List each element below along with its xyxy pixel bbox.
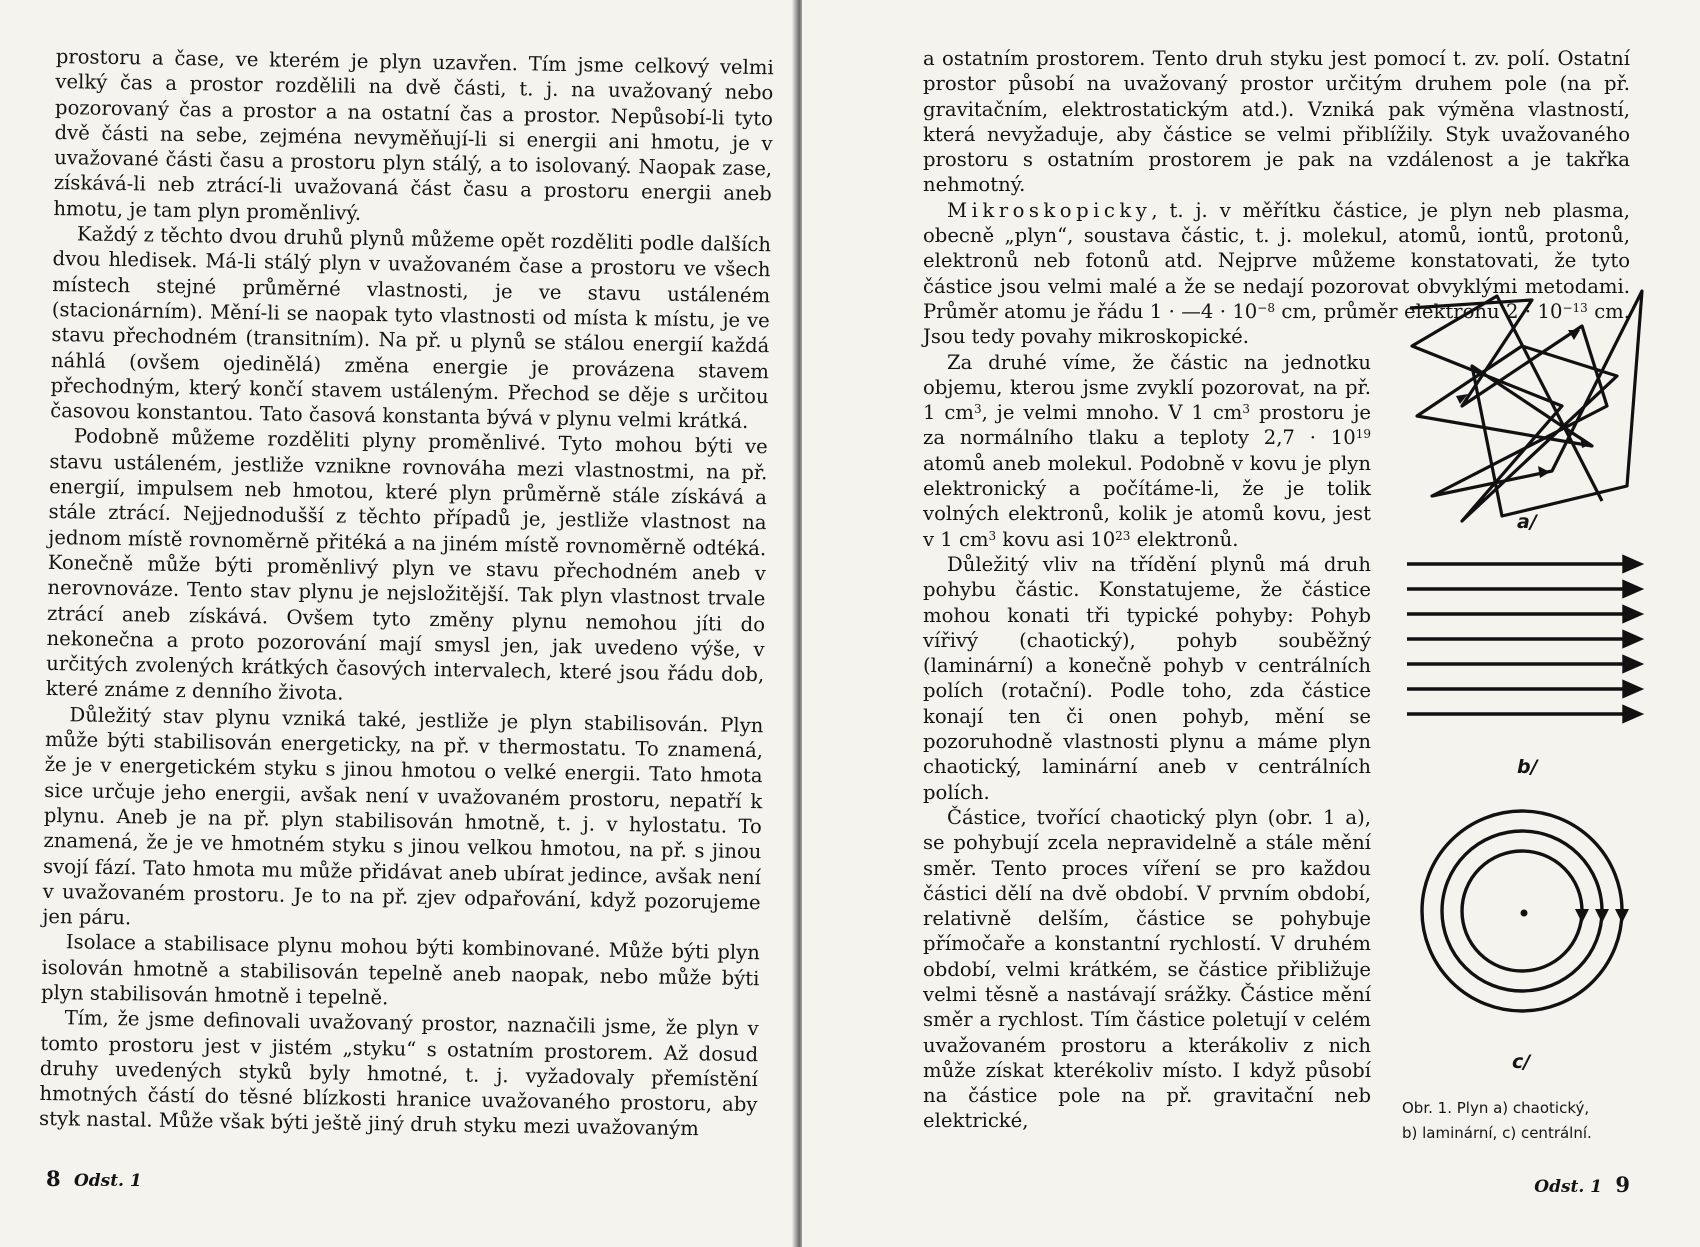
- text-run: kovu asi 10: [996, 527, 1116, 551]
- paragraph: Podobně můžeme rozděliti plyny proměnlivé. Tyto mohou býti ve stavu ustáleném, jestliže vznikne rovnováha mezi vlastnostmi, na př. energií, impulsem neb hmotou, které plyn průměrně stále získává a stále ztrácí. Nejjednodušší z těchto případů je, jestliže vlastnost na jednom místě rovnoměrně přitéká a na jiném místě rovnoměrně odtéká. Konečně může býti proměnlivý plyn ve stavu přechodném aneb v nerovnováze. Tento stav plynu je nejsložitější. Tak plyn vlastnost trvale ztrácí aneb získává. Ovšem tyto změny plynu nemohou jíti do nekonečna a proto pozorování mají smysl jen, jak uvedeno výše, v určitých zvolených krátkých časových intervalech, které jsou řádu dob, které známe z denního života.: [45, 424, 768, 706]
- figure-caption: [1402, 1096, 1652, 1146]
- text-run: Za druhé víme, že částic na jednotku objemu, kterou jsme zvyklí pozorovat, na př. 1 cm: [923, 350, 1371, 425]
- chaotic-gas-diagram: [1402, 286, 1652, 526]
- superscript: −8: [1257, 300, 1275, 315]
- paragraph: [923, 350, 1371, 552]
- caption-line: b) laminární, c) centrální.: [1402, 1124, 1592, 1142]
- text-run: cm. Jsou tedy povahy mikroskopické.: [923, 299, 1630, 349]
- superscript: 3: [1242, 402, 1251, 417]
- left-page: [0, 0, 798, 1247]
- paragraph: Isolace a stabilisace plynu mohou býti kombinované. Může býti plyn isolován hmotně a stabilisován tepelně aneb naopak, nebo může býti plyn stabilisován hmotně i tepelně.: [40, 930, 760, 1010]
- text-run: , t. j. v měřítku částice, je plyn neb plasma, obecně „plyn“, soustava částic, t. j. molekul, atomů, iontů, protonů, elektronů neb fotonů atd. Nejprve můžeme konstatovati, že tyto částice jsou velmi malé a že se nedají pozorovat obvyklými metodami. Průměr atomu je řádu 1 · —4 · 10: [923, 198, 1630, 323]
- text-run: , je velmi mnoho. V 1 cm: [981, 401, 1243, 425]
- running-head: Odst. 1: [73, 1171, 142, 1191]
- superscript: 3: [988, 528, 997, 543]
- figure-label-a: a/: [1517, 511, 1537, 533]
- left-text-column: [39, 44, 774, 1143]
- page-number: 9: [1615, 1172, 1630, 1197]
- figure-1: [1402, 286, 1652, 1166]
- paragraph: a ostatním prostorem. Tento druh styku jest pomocí t. zv. polí. Ostatní prostor působí na uvažovaný prostor určitým druhem pole (na př. gravitačním, elektrostatickým atd.). Vzniká pak výměna vlastností, která nevyžaduje, aby částice se velmi přiblížily. Styk uvažovaného prostoru s ostatním prostorem je pak na vzdálenost a je takřka nehmotný.: [923, 47, 1630, 197]
- left-page-footer: [46, 1166, 148, 1191]
- text-run: atomů aneb molekul. Podobně v kovu je plyn elektronický a počítáme-li, že je tolik volných elektronů, kolik je atomů kovu, jest v 1 cm: [923, 451, 1371, 551]
- paragraph: Částice, tvořící chaotický plyn (obr. 1 a), se pohybují zcela nepravidelně a stále mění směr. Tento proces víření se pro každou částici dělí na dvě období. V prvním období, relativně delším, částice se pohybuje přímočaře a konstantní rychlostí. V druhém období, velmi krátkém, se částice přibližuje velmi těsně a nastávají srážky. Částice mění směr a rychlost. Tím částice poletují v celém uvažovaném prostoru a kterákoliv z nich může získat kterékoliv místo. I když působí na částice pole na př. gravitační neb elektrické,: [923, 805, 1371, 1133]
- paragraph: Důležitý vliv na třídění plynů má druh pohybu částic. Konstatujeme, že částice mohou konati tři typické pohyby: Pohyb vířivý (chaotický), pohyb souběžný (laminární) a konečně pohyb v centrálních polích (rotační). Podle toho, zda částice konají ten či onen pohyb, mění se pozoruhodně vlastnosti plynu a máme plyn chaotický, laminární aneb v centrálních polích.: [923, 552, 1371, 804]
- caption-line: Obr. 1. Plyn a) chaotický,: [1402, 1099, 1590, 1117]
- right-page-footer: [1528, 1172, 1630, 1197]
- paragraph: prostoru a čase, ve kterém je plyn uzavřen. Tím jsme celkový velmi velký čas a prostor rozdělili na dvě části, t. j. na uvažovaný nebo pozorovaný čas a prostor a na ostatní čas a prostor. Nepůsobí-li tyto dvě části na sebe, zejména nevyměňují-li si energii ani hmotu, je v uvažované části času a prostoru plyn stálý, a to isolovaný. Naopak zase, získává-li neb ztrácí-li uvažovaná část času a prostoru energii aneb hmotu, je tam plyn proměnlivý.: [53, 44, 774, 225]
- central-field-gas-diagram: [1402, 801, 1652, 1031]
- figure-label-b: b/: [1517, 756, 1538, 778]
- paragraph: Každý z těchto dvou druhů plynů můžeme opět rozděliti podle dalších dvou hledisek. Má-li stálý plyn v uvažovaném čase a prostoru ve všech místech stejné průměrné vlastnosti, je ve stavu ustáleném (stacionárním). Mění-li se naopak tyto vlastnosti od místa k místu, je ve stavu přechodném (transitním). Na př. u plynů se stálou energií každá náhlá (ovšem ojedinělá) změna energie je provázena stavem přechodným, který končí stavem ustáleným. Přechod se děje s určitou časovou konstantou. Tato časová konstanta bývá v plynu velmi krátká.: [50, 222, 772, 434]
- running-head: Odst. 1: [1534, 1177, 1603, 1197]
- text-run: prostoru je za normálního tlaku a teploty 2,7 · 10: [923, 401, 1371, 450]
- paragraph: Tím, že jsme definovali uvažovaný prostor, naznačili jsme, že plyn v tomto prostoru jest v jistém „styku“ s ostatním prostorem. Až dosud druhy uvedených styků byly hmotné, t. j. vyžadovaly přemístění hmotných částí do těsné blízkosti hranice uvažovaného prostoru, aby styk nastal. Může však býti ještě jiný druh styku mezi uvažovaným: [38, 1006, 759, 1141]
- laminar-gas-diagram: [1402, 554, 1652, 754]
- paragraph: Důležitý stav plynu vzniká také, jestliže je plyn stabilisován. Plyn může býti stabilisován energeticky, na př. v thermostatu. To znamená, že je v energetickém styku s jinou hmotou o velké energii. Tato hmota sice určuje jeho energii, avšak není v uvažovaném prostoru, nepatří k plynu. Aneb je na př. plyn stabilisován hmotně, t. j. v hylostatu. To znamená, že je ve hmotném styku s jinou velkou hmotou, na př. s jinou svojí fází. Tato hmota mu může přidávat aneb ubírat jedince, avšak není v uvažovaném prostoru. Je to na př. zjev odpařování, když pozorujeme jen páru.: [42, 703, 764, 930]
- text-run: elektronů.: [1130, 527, 1239, 551]
- figure-label-c: c/: [1512, 1051, 1531, 1073]
- spaced-term: Mikroskopicky: [947, 198, 1152, 222]
- superscript: 3: [973, 402, 982, 417]
- page-number: 8: [46, 1166, 61, 1191]
- superscript: 19: [1355, 427, 1371, 442]
- superscript: 23: [1115, 528, 1131, 543]
- text-run: cm, průměr elektronu 2 · 10: [1274, 299, 1563, 323]
- superscript: −13: [1562, 300, 1588, 315]
- right-page: [802, 0, 1700, 1247]
